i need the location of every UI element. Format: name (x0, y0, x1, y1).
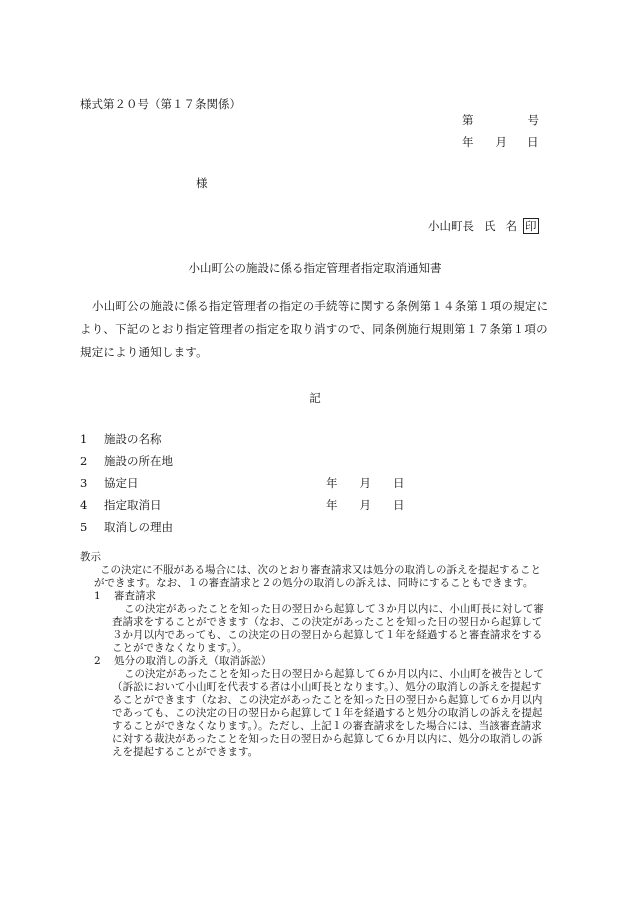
date-day: 日 (393, 476, 405, 490)
item-label: 取消しの理由 (104, 520, 173, 534)
issue-date-month: 月 (495, 135, 507, 149)
notice-sub1-text: この決定があったことを知った日の翌日から起算して３か月以内に、小山町長に対して審査請求をすることができます（なお、この決定があったことを知った日の翌日から起算して３か月以内であっても、この決定の日の翌日から起算して１年を経過すると審査請求をすることができなくなります。）。 (112, 603, 544, 654)
doc-no-suffix: 号 (527, 113, 539, 127)
body-paragraph: 小山町公の施設に係る指定管理者の指定の手続等に関する条例第１４条第１項の規定により、下記のとおり指定管理者の指定を取り消すので、同条例施行規則第１７条第１項の規定により通知します。 (80, 299, 549, 359)
item-label: 協定日 (104, 476, 139, 490)
item-date (326, 475, 405, 491)
issue-date-year: 年 (462, 135, 474, 149)
notice-sub2-heading (80, 655, 550, 668)
notice-sub2-title: 処分の取消しの訴え（取消訴訟） (114, 655, 272, 667)
sender-line (428, 218, 539, 234)
date-month: 月 (359, 498, 371, 512)
sender-title: 小山町長 (428, 219, 474, 233)
sender-name-label-2: 名 (505, 219, 517, 233)
list-item (80, 431, 173, 453)
item-number: 2 (80, 454, 88, 468)
item-label: 施設の名称 (104, 432, 162, 446)
notice-sub2-text: この決定があったことを知った日の翌日から起算して６か月以内に、小山町を被告として（訴訟において小山町を代表する者は小山町長となります。）、処分の取消しの訴えを提起することができます（なお、この決定があったことを知った日の翌日から起算して６か月以内であっても、この決定の日の翌日から起算して１年を経過すると処分の取消しの訴えを提起することができなくなります。）。ただし、上記１の審査請求をした場合には、当該審査請求に対する裁決があったことを知った日の翌日から起算して６か月以内に、処分の取消しの訴えを提起することができます。 (112, 668, 544, 758)
document-title: 小山町公の施設に係る指定管理者指定取消通知書 (188, 261, 442, 275)
ki-heading: 記 (309, 391, 321, 405)
document-number-line (462, 112, 539, 128)
date-month: 月 (359, 476, 371, 490)
item-number: 4 (80, 498, 88, 512)
issue-date-line (462, 134, 539, 150)
item-label: 施設の所在地 (104, 454, 173, 468)
notice-sub1-heading (80, 590, 550, 603)
list-item (80, 519, 173, 541)
seal-mark: 印 (525, 219, 537, 233)
form-number: 様式第２０号（第１７条関係） (80, 97, 241, 111)
sender-name-label-1: 氏 (484, 219, 496, 233)
item-number: 3 (80, 476, 88, 490)
notice-intro: この決定に不服がある場合には、次のとおり審査請求又は処分の取消しの訴えを提起することができます。なお、１の審査請求と２の処分の取消しの訴えは、同時にすることもできます。 (94, 564, 541, 589)
date-year: 年 (326, 498, 338, 512)
notice-sub1-title: 審査請求 (114, 590, 156, 602)
addressee-honorific: 様 (196, 176, 208, 190)
item-number: 5 (80, 520, 88, 534)
list-item (80, 453, 173, 475)
item-list (80, 431, 405, 541)
doc-no-prefix: 第 (462, 113, 474, 127)
date-year: 年 (326, 476, 338, 490)
issue-date-day: 日 (527, 135, 539, 149)
item-date (326, 497, 405, 513)
item-label: 指定取消日 (104, 498, 162, 512)
item-number: 1 (80, 432, 88, 446)
date-day: 日 (393, 498, 405, 512)
notice-heading: 教示 (80, 551, 101, 563)
appeal-notice (80, 551, 550, 759)
notice-sub1-number: 1 (94, 590, 101, 602)
list-item (80, 497, 405, 519)
list-item (80, 475, 405, 497)
notice-sub2-number: 2 (94, 655, 101, 667)
